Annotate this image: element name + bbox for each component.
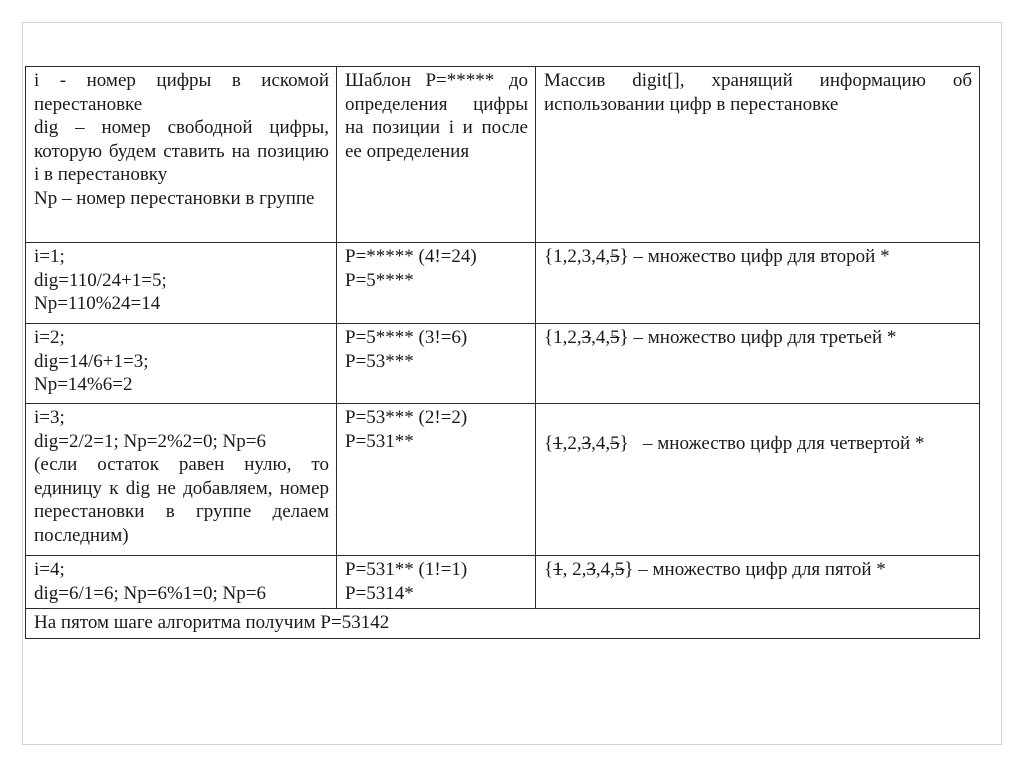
template-cell <box>337 556 536 609</box>
table-row <box>26 324 980 404</box>
template-cell <box>337 404 536 556</box>
digit-set-cell <box>536 404 980 556</box>
header-variables-cell <box>26 67 337 243</box>
digit-set: {1,2,3,4,5} <box>544 246 629 267</box>
header-col1-line: dig – номер свободной цифры, которую будем ставить на позицию i в перестановку <box>34 117 329 185</box>
used-digit: 5 <box>610 327 620 348</box>
calc-line: dig=2/2=1; Np=2%2=0; Np=6 <box>34 430 266 452</box>
calc-line: Np=110%24=14 <box>34 293 161 314</box>
used-digit: 5 <box>610 246 620 267</box>
permutation-table <box>25 66 980 639</box>
calc-line: i=4; <box>34 559 65 580</box>
digit-set-cell <box>536 324 980 404</box>
digit-set-cell <box>536 556 980 609</box>
used-digit: 1 <box>553 559 563 580</box>
table-row <box>26 556 980 609</box>
calc-line: i=3; <box>34 407 65 428</box>
digit-set-cell <box>536 243 980 324</box>
template-line: P=5314* <box>345 582 414 604</box>
table-footer-row <box>26 609 980 639</box>
digit-set-description: – множество цифр для третьей * <box>628 327 897 348</box>
template-line: P=53*** <box>345 350 414 372</box>
table-row <box>26 243 980 324</box>
used-digit: 1 <box>553 433 563 454</box>
header-digit-array-cell: Массив digit[], хранящий информацию об использовании цифр в перестановке <box>536 67 980 243</box>
table-header-row <box>26 67 980 243</box>
header-template-cell: Шаблон P=***** до определения цифры на позиции i и после ее определения <box>337 67 536 243</box>
digit-set-description: – множество цифр для четвертой * <box>628 433 925 454</box>
calc-line: dig=110/24+1=5; <box>34 269 167 291</box>
calc-line: i=1; <box>34 246 65 267</box>
step-calc-cell <box>26 243 337 324</box>
template-line: P=53*** (2!=2) <box>345 407 468 428</box>
template-cell <box>337 243 536 324</box>
used-digit: 5 <box>614 559 625 580</box>
template-line: P=***** (4!=24) <box>345 246 477 267</box>
result-cell: На пятом шаге алгоритма получим P=53142 <box>26 609 980 639</box>
calc-note: (если остаток равен нулю, то единицу к dig не добавляем, номер перестановки в группе делаем последним) <box>34 454 329 546</box>
template-line: P=5**** (3!=6) <box>345 327 468 348</box>
step-calc-cell <box>26 404 337 556</box>
header-col1-line: Np – номер перестановки в группе <box>34 187 315 209</box>
template-cell <box>337 324 536 404</box>
table-row <box>26 404 980 556</box>
calc-line: i=2; <box>34 327 65 348</box>
template-line: P=5**** <box>345 269 414 291</box>
template-line: P=531** (1!=1) <box>345 559 468 580</box>
used-digit: 3 <box>581 433 592 454</box>
used-digit: 3 <box>586 559 596 580</box>
digit-set-description: – множество цифр для второй * <box>628 246 890 267</box>
step-calc-cell <box>26 556 337 609</box>
used-digit: 5 <box>610 433 620 454</box>
digit-set-description: – множество цифр для пятой * <box>633 559 886 580</box>
calc-line: dig=6/1=6; Np=6%1=0; Np=6 <box>34 582 266 604</box>
template-line: P=531** <box>345 430 414 452</box>
step-calc-cell <box>26 324 337 404</box>
calc-line: Np=14%6=2 <box>34 374 133 395</box>
digit-set: {1,2,3,4,5} <box>544 327 629 348</box>
used-digit: 3 <box>581 327 592 348</box>
digit-set: {1, 2,3,4,5} <box>544 559 634 580</box>
calc-line: dig=14/6+1=3; <box>34 350 149 372</box>
header-col1-line: i - номер цифры в искомой перестановке <box>34 70 329 115</box>
digit-set: {1,2,3,4,5} <box>544 433 629 454</box>
